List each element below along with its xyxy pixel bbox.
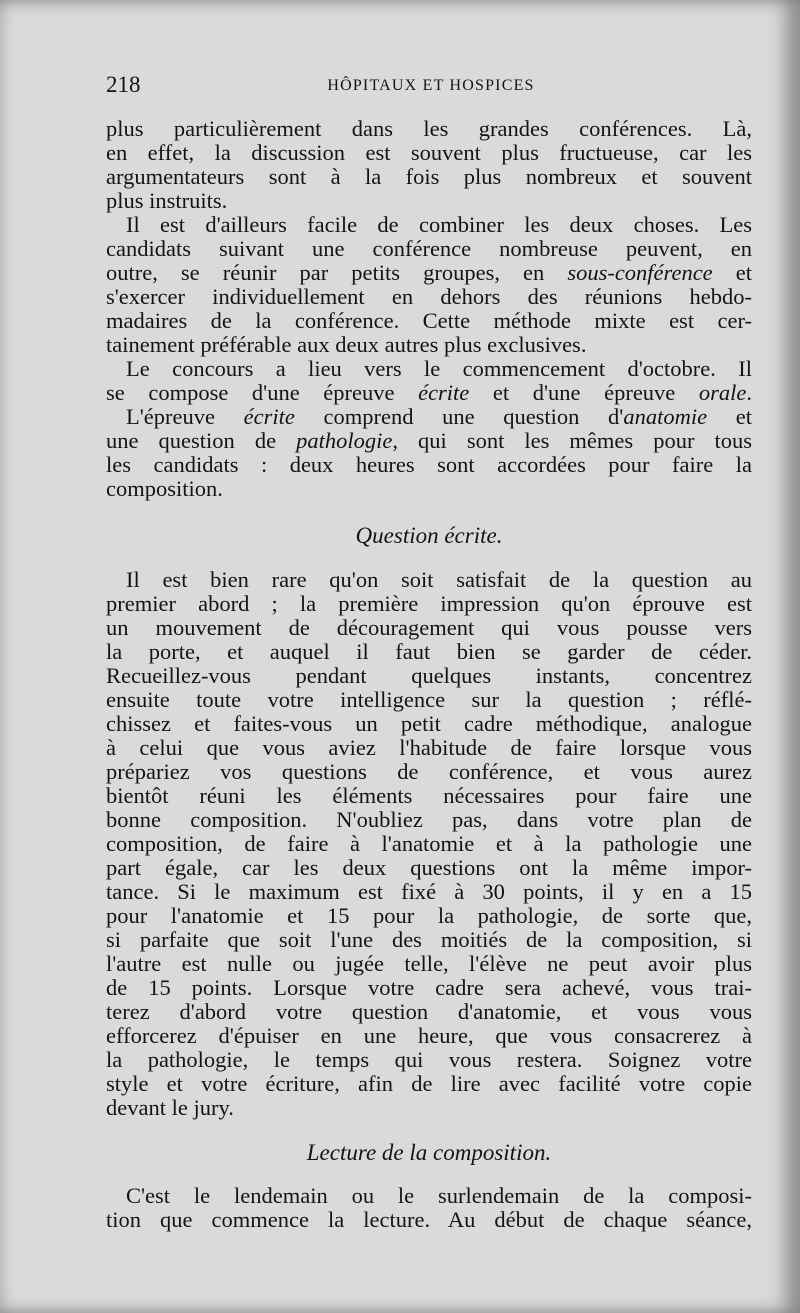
text-line: pour l'anatomie et 15 pour la pathologie, de sorte que, [106, 903, 752, 928]
text-run: comprend une question d' [294, 404, 624, 429]
text-line: si parfaite que soit l'une des moitiés de la composition, si [106, 927, 752, 952]
text-line: un mouvement de découragement qui vous pousse vers [106, 615, 752, 640]
text-run: et [712, 260, 752, 285]
text-line: devant le jury. [106, 1095, 234, 1120]
italic-term: anatomie [623, 404, 708, 429]
text-run: une question de [106, 428, 297, 453]
italic-term: écrite [243, 404, 295, 429]
text-line: plus particulièrement dans les grandes conférences. Là, [106, 116, 752, 141]
text-line: chissez et faites-vous un petit cadre méthodique, analogue [106, 711, 752, 736]
text-line: en effet, la discussion est souvent plus fructueuse, car les [106, 140, 752, 165]
text-line: tion que commence la lecture. Au début de chaque séance, [106, 1207, 752, 1232]
running-head: HÔPITAUX ET HOSPICES [327, 77, 535, 94]
text-run: outre, se réunir par petits groupes, en [106, 260, 568, 285]
text-line: argumentateurs sont à la fois plus nombreux et souvent [106, 164, 752, 189]
text-line: les candidats : deux heures sont accordées pour faire la [106, 452, 752, 477]
text-run: , qui sont les mêmes pour tous [392, 428, 752, 453]
text-run: se compose d'une épreuve [106, 380, 419, 405]
text-run: et [707, 404, 752, 429]
italic-term: orale [698, 380, 747, 405]
italic-term: sous-conférence [567, 260, 713, 285]
text-line: madaires de la conférence. Cette méthode mixte est cer- [106, 308, 752, 333]
text-line: part égale, car les deux questions ont la même impor- [106, 855, 752, 880]
text-line: style et votre écriture, afin de lire avec facilité votre copie [106, 1071, 752, 1096]
text-line: tance. Si le maximum est fixé à 30 points, il y en a 15 [106, 879, 752, 904]
text-line: C'est le lendemain ou le surlendemain de la composi- [126, 1183, 752, 1208]
text-line: s'exercer individuellement en dehors des réunions hebdo- [106, 284, 752, 309]
text-line: Recueillez-vous pendant quelques instants, concentrez [106, 663, 752, 688]
text-line [106, 381, 752, 405]
text-run: et d'une épreuve [469, 380, 699, 405]
section-heading: Lecture de la composition. [306, 1140, 552, 1165]
page-number: 218 [106, 72, 141, 97]
text-run: L'épreuve [126, 404, 244, 429]
text-line: candidats suivant une conférence nombreuse peuvent, en [106, 236, 752, 261]
text-line: l'autre est nulle ou jugée telle, l'élève ne peut avoir plus [106, 951, 752, 976]
italic-term: écrite [418, 380, 470, 405]
italic-term: pathologie [296, 428, 393, 453]
text-line: prépariez vos questions de conférence, et vous aurez [106, 759, 752, 784]
text-line: la pathologie, le temps qui vous restera. Soignez votre [106, 1047, 752, 1072]
text-line: Le concours a lieu vers le commencement d'octobre. Il [126, 356, 752, 381]
text-line: plus instruits. [106, 188, 228, 213]
text-line: premier abord ; la première impression qu'on éprouve est [106, 591, 752, 616]
text-line: à celui que vous aviez l'habitude de faire lorsque vous [106, 735, 752, 760]
text-line: Il est d'ailleurs facile de combiner les deux choses. Les [126, 212, 752, 237]
text-line [106, 261, 752, 285]
text-line: tainement préférable aux deux autres plus exclusives. [106, 332, 587, 357]
text-line: bonne composition. N'oubliez pas, dans votre plan de [106, 807, 752, 832]
text-line [106, 405, 752, 429]
text-line: Il est bien rare qu'on soit satisfait de la question au [126, 567, 752, 592]
text-line: la porte, et auquel il faut bien se garder de céder. [106, 639, 752, 664]
text-line: terez d'abord votre question d'anatomie, et vous vous [106, 999, 752, 1024]
section-heading: Question écrite. [355, 523, 503, 548]
text-line: ensuite toute votre intelligence sur la question ; réflé- [106, 687, 752, 712]
text-line: de 15 points. Lorsque votre cadre sera achevé, vous trai- [106, 975, 752, 1000]
text-line: efforcerez d'épuiser en une heure, que vous consacrerez à [106, 1023, 752, 1048]
text-run: . [746, 380, 753, 405]
text-line: composition. [106, 476, 223, 501]
text-line: composition, de faire à l'anatomie et à la pathologie une [106, 831, 752, 856]
text-line [106, 429, 752, 453]
text-line: bientôt réuni les éléments nécessaires pour faire une [106, 783, 752, 808]
page-header [106, 70, 756, 100]
